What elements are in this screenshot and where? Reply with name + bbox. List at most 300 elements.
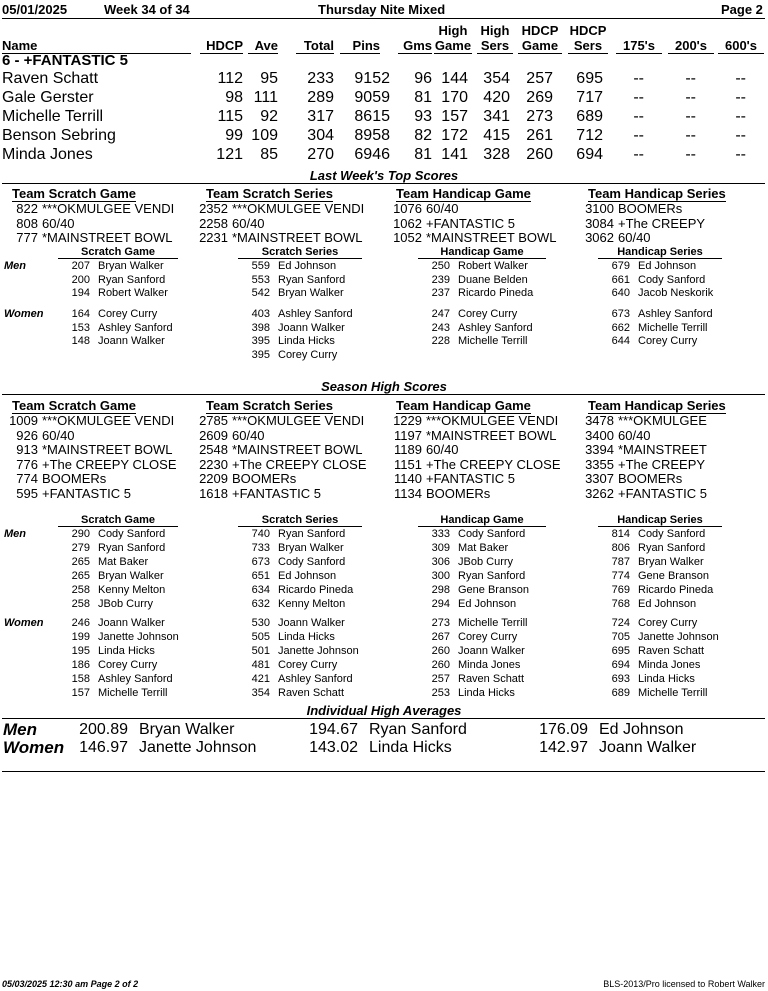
women-name: Corey Curry bbox=[638, 335, 698, 348]
women-score: 148 bbox=[71, 335, 90, 348]
men-score: 673 bbox=[251, 555, 270, 568]
team-score: 1076 bbox=[393, 201, 422, 216]
women-name: Linda Hicks bbox=[638, 672, 695, 685]
men-name: Ryan Sanford bbox=[278, 273, 346, 286]
women-average-name: Janette Johnson bbox=[139, 739, 257, 756]
report-date: 05/01/2025 bbox=[2, 2, 68, 17]
men-average-name: Bryan Walker bbox=[139, 721, 235, 738]
women-average-name: Joann Walker bbox=[599, 739, 697, 756]
team-header: Team Scratch Series bbox=[206, 186, 333, 201]
women-score: 693 bbox=[611, 672, 630, 685]
player-c200: -- bbox=[685, 70, 696, 87]
player-c600: -- bbox=[735, 127, 746, 144]
women-name: Corey Curry bbox=[458, 308, 518, 320]
women-score: 481 bbox=[251, 658, 270, 671]
men-score: 207 bbox=[71, 260, 90, 272]
player-total: 233 bbox=[307, 70, 334, 87]
player-c175: -- bbox=[633, 89, 644, 106]
team-score: 926 bbox=[16, 427, 38, 443]
player-c175: -- bbox=[633, 108, 644, 125]
team-score: 3307 bbox=[585, 471, 614, 486]
women-score: 153 bbox=[71, 321, 90, 334]
player-ave: 85 bbox=[260, 146, 278, 163]
team-name: 60/40 bbox=[426, 201, 459, 216]
men-average-value: 200.89 bbox=[79, 721, 128, 738]
men-label: Men bbox=[4, 528, 26, 540]
women-score: 164 bbox=[71, 308, 90, 320]
player-hs: 328 bbox=[483, 146, 510, 163]
women-name: Minda Jones bbox=[458, 658, 521, 671]
men-score: 542 bbox=[251, 287, 270, 300]
men-name: Ed Johnson bbox=[638, 260, 697, 272]
men-score: 294 bbox=[431, 597, 450, 610]
player-hdg: 261 bbox=[526, 127, 553, 144]
women-average-name: Linda Hicks bbox=[369, 739, 452, 756]
women-name: Janette Johnson bbox=[98, 630, 179, 643]
women-name: Corey Curry bbox=[278, 658, 338, 671]
men-average-name: Ryan Sanford bbox=[369, 721, 467, 738]
women-name: Raven Schatt bbox=[278, 686, 345, 699]
women-name: Janette Johnson bbox=[278, 644, 359, 657]
men-score: 239 bbox=[431, 273, 450, 286]
team-name: *MAINSTREET BOWL bbox=[42, 230, 173, 245]
player-hg: 144 bbox=[441, 70, 468, 87]
col-hdcp: HDCP bbox=[200, 38, 243, 54]
men-score: 309 bbox=[431, 541, 450, 554]
player-hds: 695 bbox=[576, 70, 603, 87]
men-average-value: 194.67 bbox=[309, 721, 358, 738]
player-gms: 82 bbox=[414, 127, 432, 144]
men-name: Robert Walker bbox=[98, 287, 168, 300]
women-score: 673 bbox=[611, 308, 630, 320]
men-score: 265 bbox=[71, 569, 90, 582]
player-total: 289 bbox=[307, 89, 334, 106]
team-name: +The CREEPY CLOSE bbox=[232, 456, 367, 472]
men-name: Bryan Walker bbox=[98, 569, 164, 582]
team-name: *MAINSTREET bbox=[618, 442, 707, 457]
col-name: Name bbox=[2, 38, 191, 54]
women-score: 395 bbox=[251, 348, 270, 361]
footer-license: BLS-2013/Pro licensed to Robert Walker bbox=[603, 979, 765, 989]
men-name: Bryan Walker bbox=[98, 260, 164, 272]
team-name: ***OKMULGEE bbox=[618, 413, 707, 428]
men-name: Mat Baker bbox=[458, 541, 509, 554]
women-score: 157 bbox=[71, 686, 90, 699]
team-score: 2548 bbox=[199, 442, 228, 457]
player-name: Raven Schatt bbox=[2, 70, 99, 87]
men-average-value: 176.09 bbox=[539, 721, 588, 738]
player-ave: 111 bbox=[253, 89, 278, 106]
women-label: Women bbox=[4, 308, 44, 320]
men-score: 634 bbox=[251, 583, 270, 596]
player-c200: -- bbox=[685, 89, 696, 106]
team-name: +The CREEPY bbox=[618, 215, 706, 231]
player-c600: -- bbox=[735, 108, 746, 125]
player-gms: 81 bbox=[414, 89, 432, 106]
women-score: 243 bbox=[431, 321, 450, 334]
team-score: 1134 bbox=[394, 485, 422, 501]
men-name: Cody Sanford bbox=[278, 555, 346, 568]
team-header: Team Handicap Series bbox=[588, 186, 726, 201]
men-name: Ryan Sanford bbox=[98, 541, 166, 554]
player-name: Minda Jones bbox=[2, 146, 93, 163]
men-score: 679 bbox=[611, 260, 630, 272]
women-score: 186 bbox=[71, 658, 90, 671]
men-score: 306 bbox=[431, 555, 450, 568]
women-score: 195 bbox=[71, 644, 90, 657]
women-score: 247 bbox=[431, 308, 450, 320]
men-score: 768 bbox=[611, 597, 630, 610]
player-hdcp: 99 bbox=[225, 127, 243, 144]
team-name: *MAINSTREET BOWL bbox=[232, 442, 363, 457]
men-score: 298 bbox=[431, 583, 450, 596]
team-name: *MAINSTREET BOWL bbox=[232, 230, 363, 245]
player-hdcp: 112 bbox=[217, 70, 243, 87]
player-hds: 717 bbox=[576, 89, 603, 106]
section-title: Season High Scores bbox=[321, 379, 447, 394]
team-score: 2231 bbox=[199, 230, 228, 245]
team-score: 595 bbox=[16, 485, 38, 501]
men-name: Gene Branson bbox=[458, 583, 529, 596]
player-c175: -- bbox=[633, 146, 644, 163]
women-score: 398 bbox=[251, 321, 270, 334]
player-pins: 6946 bbox=[354, 146, 390, 163]
team-score: 1618 bbox=[199, 485, 228, 501]
player-name: Gale Gerster bbox=[2, 89, 94, 106]
women-name: Michelle Terrill bbox=[638, 321, 708, 334]
player-pins: 8615 bbox=[354, 108, 390, 125]
team-name: *MAINSTREET BOWL bbox=[42, 442, 173, 457]
player-hg: 170 bbox=[441, 89, 468, 106]
men-name: JBob Curry bbox=[98, 597, 154, 610]
men-score: 651 bbox=[251, 569, 270, 582]
men-name: Bryan Walker bbox=[278, 287, 344, 300]
women-score: 158 bbox=[71, 672, 90, 685]
team-name: ***OKMULGEE VENDI bbox=[426, 413, 559, 428]
men-score: 237 bbox=[431, 287, 450, 300]
men-score: 559 bbox=[251, 260, 270, 272]
team-name: ***OKMULGEE VENDI bbox=[232, 201, 365, 216]
team-score: 1062 bbox=[393, 215, 422, 231]
team-name: +FANTASTIC 5 bbox=[426, 471, 515, 486]
col-pins: Pins bbox=[340, 38, 380, 54]
women-name: Ashley Sanford bbox=[98, 321, 173, 334]
team-score: 3478 bbox=[585, 413, 614, 428]
team-name: 60/40 bbox=[42, 427, 75, 443]
men-name: Gene Branson bbox=[638, 569, 709, 582]
player-hdcp: 115 bbox=[217, 108, 243, 125]
women-name: Michelle Terrill bbox=[638, 686, 708, 699]
team-name: +The CREEPY CLOSE bbox=[426, 456, 561, 472]
individual-header: Scratch Game bbox=[58, 246, 178, 259]
col-high-game-1: High bbox=[438, 23, 468, 38]
team-score: 776 bbox=[16, 456, 38, 472]
men-score: 740 bbox=[251, 528, 270, 540]
women-score: 199 bbox=[71, 630, 90, 643]
men-score: 632 bbox=[251, 597, 270, 610]
men-name: Ed Johnson bbox=[278, 569, 337, 582]
team-header: Team Scratch Game bbox=[12, 398, 137, 413]
women-score: 705 bbox=[611, 630, 630, 643]
men-name: Kenny Melton bbox=[98, 583, 166, 596]
men-name: Ryan Sanford bbox=[98, 273, 166, 286]
player-hg: 157 bbox=[441, 108, 468, 125]
men-name: Ricardo Pineda bbox=[638, 583, 714, 596]
women-score: 689 bbox=[611, 686, 630, 699]
women-score: 724 bbox=[611, 617, 630, 629]
men-score: 258 bbox=[71, 597, 90, 610]
women-score: 694 bbox=[611, 658, 630, 671]
men-score: 265 bbox=[71, 555, 90, 568]
player-hs: 420 bbox=[483, 89, 510, 106]
women-name: Joann Walker bbox=[278, 617, 345, 629]
player-c175: -- bbox=[633, 70, 644, 87]
women-score: 246 bbox=[71, 617, 90, 629]
team-score: 808 bbox=[16, 215, 38, 231]
team-name: BOOMERs bbox=[232, 471, 297, 486]
team-name: +FANTASTIC 5 bbox=[42, 485, 131, 501]
women-name: Michelle Terrill bbox=[458, 617, 528, 629]
men-score: 200 bbox=[71, 273, 90, 286]
avg-men-label: Men bbox=[3, 720, 37, 739]
player-hg: 172 bbox=[441, 127, 468, 144]
col-200s: 200's bbox=[668, 38, 714, 54]
women-score: 228 bbox=[431, 335, 450, 348]
men-score: 279 bbox=[71, 541, 90, 554]
col-high-game-2: Game bbox=[434, 38, 472, 53]
women-name: Ashley Sanford bbox=[638, 308, 713, 320]
team-name: 60/40 bbox=[618, 230, 651, 245]
team-name: *MAINSTREET BOWL bbox=[426, 427, 557, 443]
player-c600: -- bbox=[735, 70, 746, 87]
men-name: Cody Sanford bbox=[458, 528, 526, 540]
team-name: BOOMERs bbox=[618, 201, 683, 216]
women-score: 257 bbox=[431, 672, 450, 685]
team-name: 60/40 bbox=[618, 427, 651, 443]
team-score: 774 bbox=[16, 471, 38, 486]
col-ave: Ave bbox=[248, 38, 278, 54]
women-name: Ashley Sanford bbox=[458, 321, 533, 334]
team-title: 6 - +FANTASTIC 5 bbox=[2, 52, 128, 69]
men-name: Jacob Neskorik bbox=[638, 287, 714, 300]
women-name: Joann Walker bbox=[278, 321, 345, 334]
player-hdcp: 121 bbox=[216, 146, 243, 163]
men-name: Mat Baker bbox=[98, 555, 149, 568]
player-hdg: 273 bbox=[526, 108, 553, 125]
team-score: 1229 bbox=[393, 413, 422, 428]
team-score: 2230 bbox=[199, 456, 228, 472]
team-score: 913 bbox=[16, 442, 38, 457]
men-score: 733 bbox=[251, 541, 270, 554]
women-average-value: 146.97 bbox=[79, 739, 128, 756]
individual-header: Scratch Series bbox=[238, 514, 362, 527]
men-score: 806 bbox=[611, 541, 630, 554]
men-name: Robert Walker bbox=[458, 260, 528, 272]
player-total: 317 bbox=[307, 108, 334, 125]
men-label: Men bbox=[4, 260, 26, 272]
player-hg: 141 bbox=[441, 146, 468, 163]
player-pins: 9152 bbox=[354, 70, 390, 87]
team-name: +The CREEPY bbox=[618, 456, 706, 472]
men-name: Ryan Sanford bbox=[458, 569, 526, 582]
player-total: 304 bbox=[307, 127, 334, 144]
team-score: 1140 bbox=[394, 471, 422, 486]
team-score: 3394 bbox=[585, 442, 614, 457]
women-name: Raven Schatt bbox=[638, 644, 705, 657]
women-name: Minda Jones bbox=[638, 658, 701, 671]
team-header: Team Scratch Game bbox=[12, 186, 137, 201]
team-score: 3100 bbox=[585, 201, 614, 216]
team-name: BOOMERs bbox=[618, 471, 683, 486]
women-score: 662 bbox=[611, 321, 630, 334]
team-name: 60/40 bbox=[426, 442, 459, 457]
team-name: +FANTASTIC 5 bbox=[618, 485, 707, 501]
team-score: 2209 bbox=[199, 471, 228, 486]
women-name: Joann Walker bbox=[98, 617, 165, 629]
men-average-name: Ed Johnson bbox=[599, 721, 684, 738]
col-hdcp-sers-1: HDCP bbox=[569, 23, 607, 38]
team-name: ***OKMULGEE VENDI bbox=[232, 413, 365, 428]
individual-header: Handicap Series bbox=[598, 514, 722, 527]
men-name: Bryan Walker bbox=[638, 555, 704, 568]
men-score: 769 bbox=[611, 583, 630, 596]
individual-header: Handicap Game bbox=[418, 514, 546, 527]
player-c600: -- bbox=[735, 89, 746, 106]
averages-title: Individual High Averages bbox=[306, 703, 462, 718]
women-score: 395 bbox=[251, 335, 270, 348]
men-score: 553 bbox=[251, 273, 270, 286]
women-score: 354 bbox=[251, 686, 270, 699]
men-name: Cody Sanford bbox=[638, 528, 706, 540]
player-ave: 109 bbox=[251, 127, 278, 144]
women-score: 644 bbox=[611, 335, 630, 348]
men-score: 661 bbox=[611, 273, 630, 286]
women-name: Linda Hicks bbox=[278, 630, 335, 643]
men-score: 814 bbox=[611, 528, 630, 540]
women-score: 260 bbox=[431, 658, 450, 671]
men-name: Ed Johnson bbox=[638, 597, 697, 610]
team-score: 3355 bbox=[585, 456, 614, 472]
women-average-value: 143.02 bbox=[309, 739, 358, 756]
col-hdcp-game-2: Game bbox=[518, 38, 562, 54]
women-score: 421 bbox=[251, 672, 270, 685]
team-name: ***OKMULGEE VENDI bbox=[42, 413, 175, 428]
col-high-sers-2: Sers bbox=[477, 38, 513, 54]
team-score: 777 bbox=[16, 230, 38, 245]
men-name: Duane Belden bbox=[458, 273, 528, 286]
team-score: 1189 bbox=[394, 442, 422, 457]
team-name: ***OKMULGEE VENDI bbox=[42, 201, 175, 216]
player-hds: 694 bbox=[576, 146, 603, 163]
player-ave: 92 bbox=[260, 108, 278, 125]
women-name: Corey Curry bbox=[638, 617, 698, 629]
women-name: Corey Curry bbox=[458, 630, 518, 643]
men-name: JBob Curry bbox=[458, 555, 514, 568]
team-header: Team Scratch Series bbox=[206, 398, 333, 413]
men-name: Cody Sanford bbox=[98, 528, 166, 540]
player-hds: 689 bbox=[576, 108, 603, 125]
footer-print-info: 05/03/2025 12:30 am Page 2 of 2 bbox=[2, 979, 139, 989]
player-c600: -- bbox=[735, 146, 746, 163]
men-score: 258 bbox=[71, 583, 90, 596]
men-name: Ed Johnson bbox=[458, 597, 517, 610]
men-score: 194 bbox=[71, 287, 90, 300]
women-score: 501 bbox=[251, 644, 270, 657]
women-name: Ashley Sanford bbox=[278, 672, 353, 685]
col-600s: 600's bbox=[718, 38, 764, 54]
men-name: Cody Sanford bbox=[638, 273, 706, 286]
col-hdcp-game-1: HDCP bbox=[521, 23, 559, 38]
individual-header: Handicap Series bbox=[598, 246, 722, 259]
col-gms: Gms bbox=[398, 38, 432, 54]
women-score: 505 bbox=[251, 630, 270, 643]
team-score: 2609 bbox=[199, 427, 228, 443]
player-hs: 341 bbox=[483, 108, 510, 125]
women-score: 260 bbox=[431, 644, 450, 657]
women-label: Women bbox=[4, 617, 44, 629]
team-name: +FANTASTIC 5 bbox=[426, 215, 515, 231]
team-score: 2785 bbox=[199, 413, 228, 428]
avg-women-label: Women bbox=[3, 738, 65, 757]
col-175s: 175's bbox=[616, 38, 662, 54]
player-hdg: 257 bbox=[526, 70, 553, 87]
men-name: Ryan Sanford bbox=[278, 528, 346, 540]
men-score: 640 bbox=[611, 287, 630, 300]
men-name: Ryan Sanford bbox=[638, 541, 706, 554]
women-name: Joann Walker bbox=[98, 335, 165, 348]
women-name: Linda Hicks bbox=[278, 335, 335, 348]
player-hds: 712 bbox=[576, 127, 603, 144]
women-name: Corey Curry bbox=[98, 308, 158, 320]
men-score: 250 bbox=[431, 260, 450, 272]
col-total: Total bbox=[296, 38, 334, 54]
team-name: 60/40 bbox=[42, 215, 75, 231]
women-name: Corey Curry bbox=[98, 658, 158, 671]
player-pins: 8958 bbox=[354, 127, 390, 144]
team-header: Team Handicap Game bbox=[396, 398, 531, 413]
team-name: +The CREEPY CLOSE bbox=[42, 456, 177, 472]
women-name: Ashley Sanford bbox=[98, 672, 173, 685]
women-score: 267 bbox=[431, 630, 450, 643]
individual-header: Scratch Series bbox=[238, 246, 362, 259]
men-score: 774 bbox=[611, 569, 630, 582]
team-name: *MAINSTREET BOWL bbox=[426, 230, 557, 245]
player-hdg: 269 bbox=[526, 89, 553, 106]
col-high-sers-1: High bbox=[480, 23, 510, 38]
team-score: 3262 bbox=[585, 485, 614, 501]
women-name: Ashley Sanford bbox=[278, 308, 353, 320]
women-name: Linda Hicks bbox=[458, 686, 515, 699]
player-name: Benson Sebring bbox=[2, 127, 116, 144]
team-score: 3062 bbox=[585, 230, 614, 245]
team-header: Team Handicap Game bbox=[396, 186, 531, 201]
team-name: 60/40 bbox=[232, 427, 265, 443]
player-total: 270 bbox=[307, 146, 334, 163]
women-score: 403 bbox=[251, 308, 270, 320]
team-score: 2258 bbox=[199, 215, 228, 231]
team-score: 1151 bbox=[394, 456, 422, 472]
player-c175: -- bbox=[633, 127, 644, 144]
player-ave: 95 bbox=[260, 70, 278, 87]
player-pins: 9059 bbox=[354, 89, 390, 106]
team-name: BOOMERs bbox=[426, 485, 491, 501]
team-score: 3084 bbox=[585, 215, 614, 231]
men-name: Ed Johnson bbox=[278, 260, 337, 272]
women-score: 273 bbox=[431, 617, 450, 629]
player-hs: 354 bbox=[483, 70, 510, 87]
team-name: 60/40 bbox=[232, 215, 265, 231]
player-hdg: 260 bbox=[526, 146, 553, 163]
